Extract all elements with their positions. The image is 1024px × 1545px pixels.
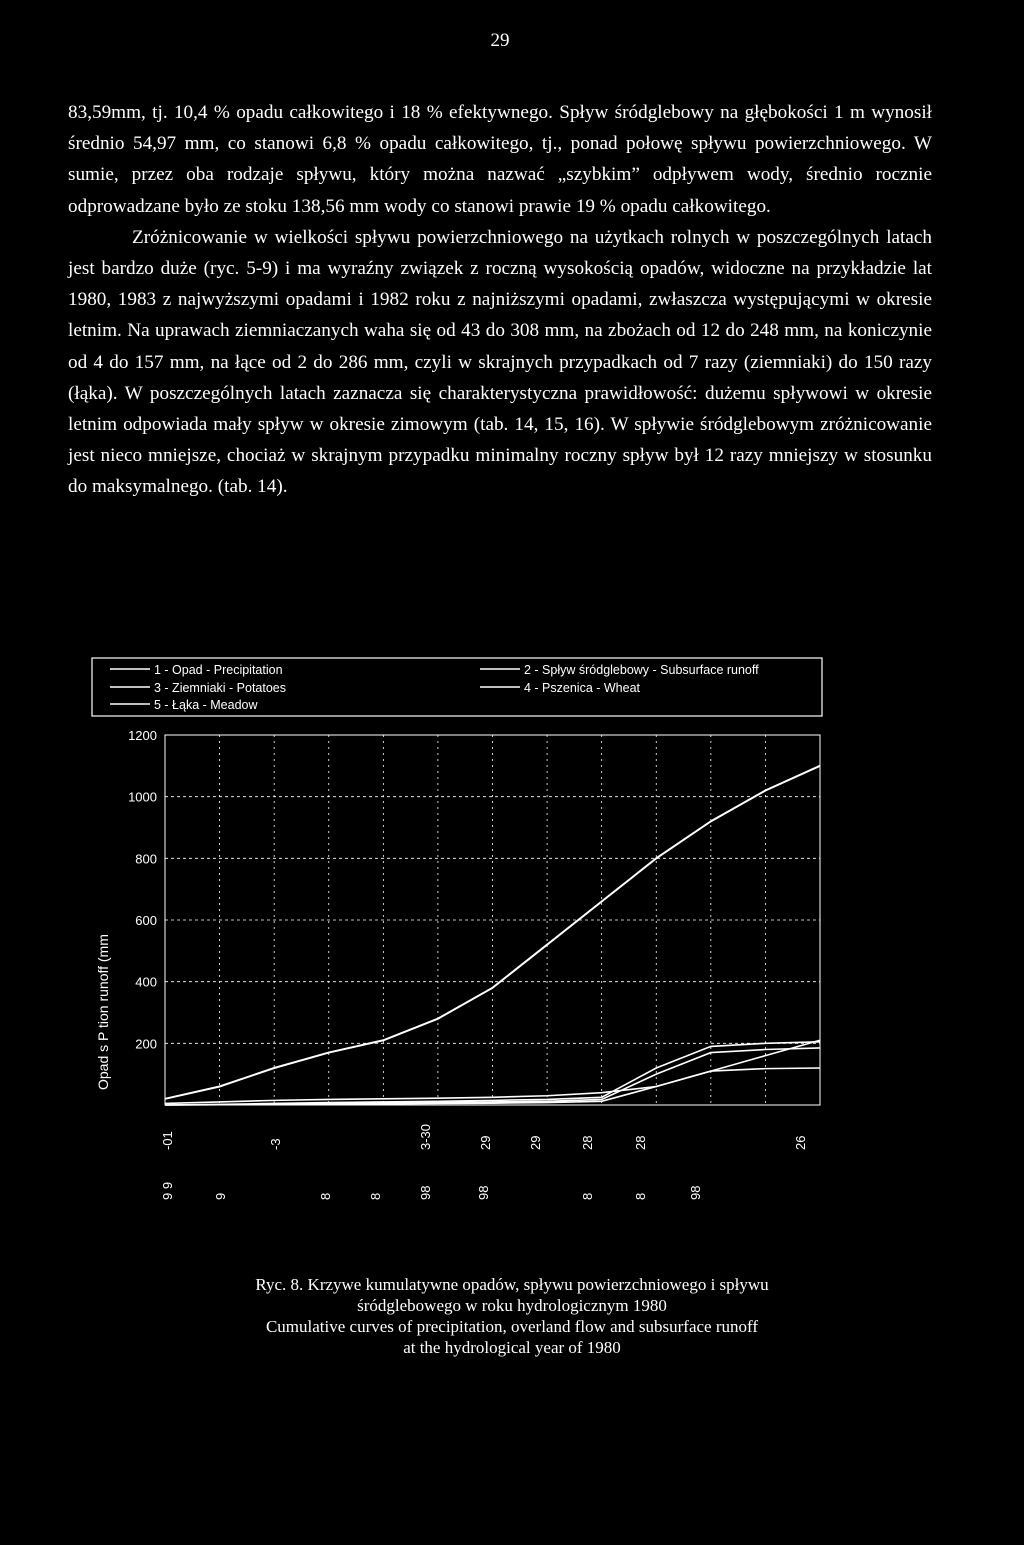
- paragraph-2: Zróżnicowanie w wielkości spływu powierzchniowego na użytkach rolnych w poszczególnych latach jest bardzo duże (ryc. 5-9) i ma wyraźny związek z roczną wysokością opadów, widoczne na przykładzie lat 1980, 1983 z najwyższymi opadami i 1982 roku z najniższymi opadami, zwłaszcza występującymi w okresie letnim. Na uprawach ziemniaczanych waha się od 43 do 308 mm, na zbożach od 12 do 248 mm, na koniczynie od 4 do 157 mm, na łące od 2 do 286 mm, czyli w skrajnych przypadkach od 7 razy (ziemniaki) do 150 razy (łąka). W poszczególnych latach zaznacza się charakterystyczna prawidłowość: dużemu spływowi w okresie letnim odpowiada mały spływ w okresie zimowym (tab. 14, 15, 16). W spływie śródglebowym zróżnicowanie jest nieco mniejsze, chociaż w skrajnym przypadku minimalny roczny spływ był 12 razy mniejszy w stosunku do maksymalnego. (tab. 14).: [68, 226, 932, 498]
- x-tick-label-bottom: 9: [213, 1192, 228, 1200]
- x-tick-label-bottom: 98: [418, 1185, 433, 1200]
- x-tick-label-bottom: 8: [633, 1192, 648, 1200]
- x-tick-label-top: 28: [633, 1135, 648, 1150]
- legend-item-5: 5 - Łąka - Meadow: [154, 698, 258, 712]
- x-tick-label-bottom: 98: [688, 1185, 703, 1200]
- body-text: [68, 97, 932, 503]
- x-tick-label-top: 28: [580, 1135, 595, 1150]
- y-tick-label: 800: [135, 851, 157, 867]
- x-tick-label-bottom: 98: [476, 1185, 491, 1200]
- x-axis-ticks: [160, 1124, 808, 1200]
- legend-item-4: 4 - Pszenica - Wheat: [524, 681, 641, 695]
- caption-line-4: at the hydrological year of 1980: [403, 1338, 621, 1357]
- x-tick-label-top: 26: [793, 1135, 808, 1150]
- y-axis-label: Opad s P tion runoff (mm: [95, 934, 111, 1090]
- legend: [92, 658, 822, 716]
- grid: [165, 735, 820, 1105]
- x-tick-label-top: 3-30: [418, 1123, 433, 1150]
- x-tick-label-top: -01: [160, 1131, 175, 1150]
- x-tick-label-bottom: 8: [318, 1192, 333, 1200]
- y-tick-label: 200: [135, 1036, 157, 1052]
- caption-line-3: Cumulative curves of precipitation, overland flow and subsurface runoff: [265, 1317, 759, 1336]
- caption-line-1: Ryc. 8. Krzywe kumulatywne opadów, spływu powierzchniowego i spływu: [255, 1275, 769, 1294]
- paragraph-1: 83,59mm, tj. 10,4 % opadu całkowitego i 18 % efektywnego. Spływ śródglebowy na głębokości 1 m wynosił średnio 54,97 mm, co stanowi 6,8 % opadu całkowitego, tj., ponad połowę spływu powierzchniowego. W sumie, przez oba rodzaje spływu, który można nazwać „szybkim” odpływem wody, średnio rocznie odprowadzane było ze stoku 138,56 mm wody co stanowi prawie 19 % opadu całkowitego.: [68, 102, 932, 217]
- y-tick-label: 400: [135, 974, 157, 990]
- y-tick-label: 1200: [128, 728, 157, 743]
- x-tick-label-bottom: 8: [580, 1192, 595, 1200]
- x-tick-label-bottom: 8: [368, 1192, 383, 1200]
- legend-item-1: 1 - Opad - Precipitation: [154, 663, 283, 677]
- y-tick-label: 1000: [128, 789, 157, 805]
- figure-chart: [0, 640, 1024, 1200]
- legend-item-3: 3 - Ziemniaki - Potatoes: [154, 681, 286, 695]
- x-tick-label-top: -3: [268, 1138, 283, 1150]
- page-number: 29: [490, 30, 510, 51]
- caption-line-2: śródglebowego w roku hydrologicznym 1980: [357, 1296, 667, 1315]
- legend-item-2: 2 - Spływ śródglebowy - Subsurface runoff: [524, 663, 759, 677]
- y-axis-ticks: [128, 728, 157, 1051]
- figure-caption: [0, 1274, 1024, 1358]
- series-line-5: [165, 1068, 820, 1105]
- x-tick-label-top: 29: [478, 1135, 493, 1150]
- x-tick-label-top: 29: [528, 1135, 543, 1150]
- x-tick-label-bottom: 9 9: [160, 1181, 175, 1200]
- y-tick-label: 600: [135, 913, 157, 928]
